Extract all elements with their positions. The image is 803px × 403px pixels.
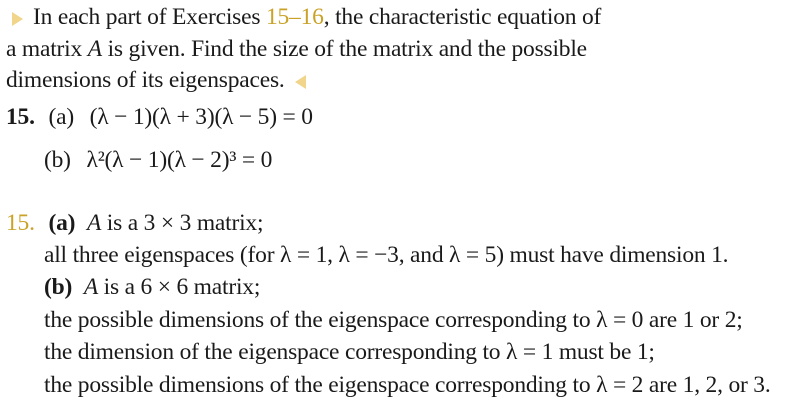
solution-part-b-line-4 <box>44 370 771 400</box>
exercise-number: 15. <box>6 104 35 130</box>
line3-text: dimensions of its eigenspaces. <box>6 67 285 93</box>
solution-number: 15. <box>6 210 35 236</box>
solution-part-b-line-2 <box>44 305 743 335</box>
line2-text-1: a matrix <box>6 36 88 62</box>
solution-a-detail: all three eigenspaces (for λ = 1, λ = −3, and λ = 5) must have dimension 1. <box>44 242 729 268</box>
part-a-label: (a) <box>48 104 74 130</box>
solution-part-a-line-1 <box>6 208 263 238</box>
intro-text-1: In each part of Exercises <box>33 4 266 30</box>
solution-a-label: (a) <box>48 210 76 236</box>
solution-b-detail-2: the dimension of the eigenspace corresponding to λ = 1 must be 1; <box>44 339 655 365</box>
part-b-label: (b) <box>44 147 71 173</box>
exercise-part-a <box>6 102 313 132</box>
solution-b-label: (b) <box>44 274 73 300</box>
solution-a-text: is a 3 × 3 matrix; <box>101 210 264 236</box>
solution-b-text: is a 6 × 6 matrix; <box>97 274 261 300</box>
solution-b-detail-1: the possible dimensions of the eigenspace corresponding to λ = 0 are 1 or 2; <box>44 307 743 333</box>
exercise-range-ref: 15–16 <box>265 4 324 30</box>
part-b-equation: λ²(λ − 1)(λ − 2)³ = 0 <box>86 147 273 173</box>
exercise-intro-line-1 <box>12 2 601 32</box>
part-a-equation: (λ − 1)(λ + 3)(λ − 5) = 0 <box>89 104 313 130</box>
matrix-variable: A <box>87 36 102 62</box>
end-marker-icon <box>295 75 306 89</box>
solution-part-a-line-2 <box>44 240 728 270</box>
exercise-intro-line-3 <box>6 65 306 95</box>
solution-b-variable: A <box>83 274 98 300</box>
solution-part-b-line-3 <box>44 337 655 367</box>
start-marker-icon <box>12 12 23 26</box>
line2-text-2: is given. Find the size of the matrix and the possible <box>101 36 587 62</box>
solution-b-detail-3: the possible dimensions of the eigenspace corresponding to λ = 2 are 1, 2, or 3. <box>44 372 771 398</box>
exercise-intro-line-2 <box>6 34 587 64</box>
exercise-part-b <box>44 145 272 175</box>
solution-a-variable: A <box>86 210 102 236</box>
intro-text-2: , the characteristic equation of <box>323 4 602 30</box>
solution-part-b-line-1 <box>44 272 260 302</box>
